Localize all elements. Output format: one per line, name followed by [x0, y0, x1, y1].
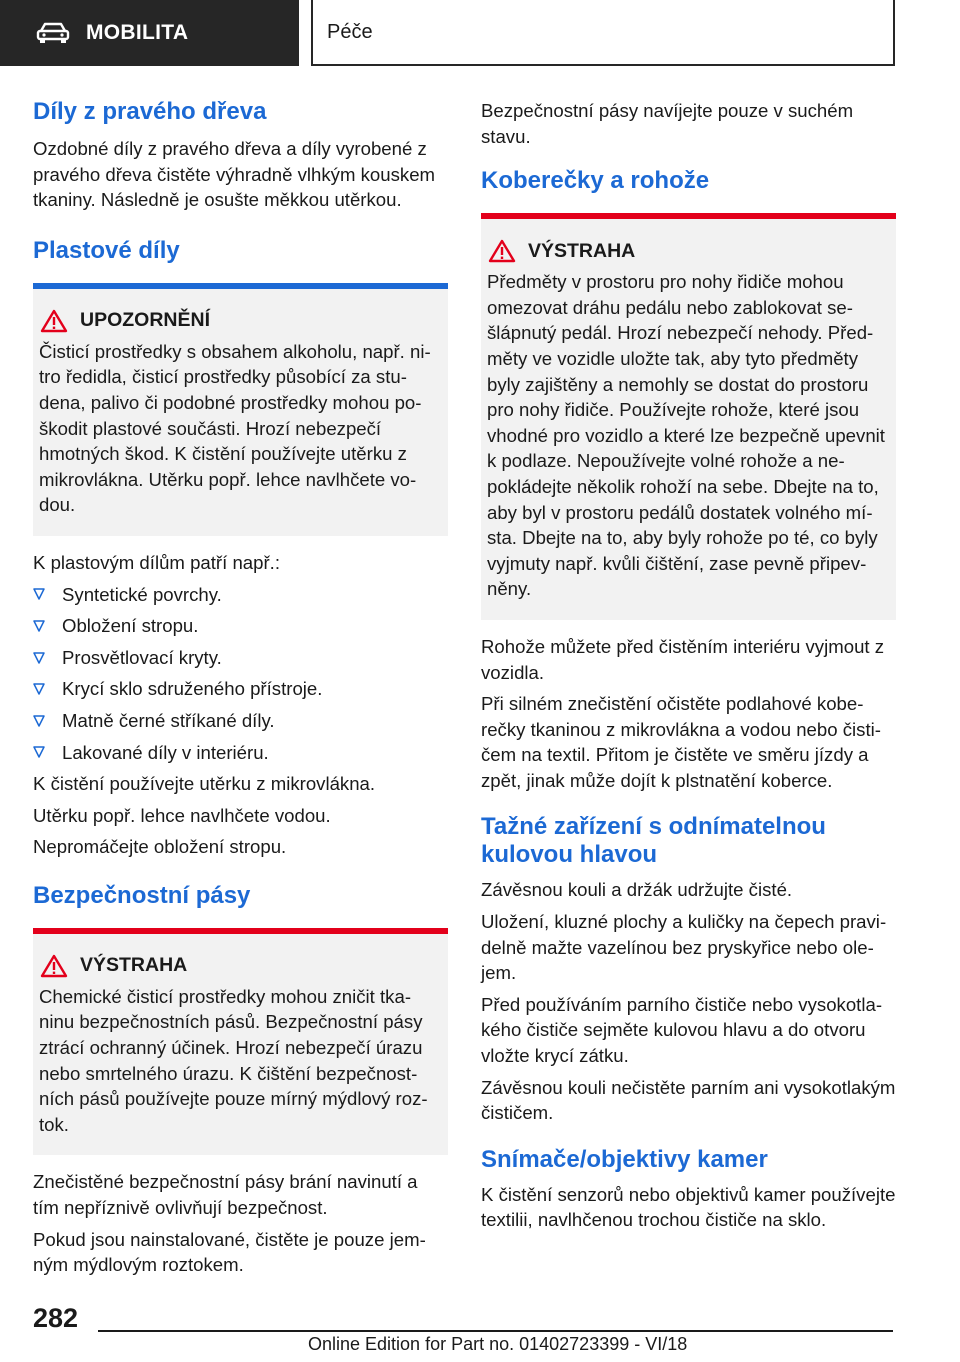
paragraph: Před používáním parního čističe nebo vysokotlakého čističe sejměte kulovou hlavu a do otvoru vložte krycí zátku. [481, 993, 883, 1067]
paragraph: Znečistěné bezpečnostní pásy brání navinutí a tím nepříznivě ovlivňují bezpečnost. [33, 1171, 418, 1219]
list-item: Lakované díly v interiéru. [33, 740, 448, 766]
paragraph: Ozdobné díly z pravého dřeva a díly vyrobené z pravého dřeva čistěte výhradně vlhkým kouskem tkaniny. Následně je osušte měkkou utěrkou. [33, 138, 436, 211]
warning-body: Chemické čisticí prostředky mohou zničit tkaninu bezpečnostních pásů. Bezpečnostní pásy ztrácí ochranný účinek. Hrozí nebezpečí úrazu nebo smrtelného úrazu. K čištění bezpečnostních pásů používejte pouze mírný mýdlový roztok. [39, 985, 428, 1135]
bullet-triangle-icon [33, 620, 45, 632]
tab-mobilita-label: MOBILITA [86, 21, 189, 44]
paragraph: K čistění používejte utěrku z mikrovlákna. [33, 773, 376, 795]
paragraph: Rohože můžete před čistěním interiéru vyjmout z vozidla. [481, 635, 885, 683]
paragraph: Závěsnou kouli nečistěte parním ani vysokotlakým čističem. [481, 1076, 896, 1124]
caution-body: Čisticí prostředky s obsahem alkoholu, např. nitro ředidla, čisticí prostředky působící za studena, palivo či podobné prostředky mohou poškodit plastové součásti. Hrozí nebezpečí hmotných škod. K čistění používejte utěrku z mikrovlákna. Utěrku popř. lehce navlhčete vodou. [39, 340, 431, 516]
heading-camera-sensors: Snímače/objektivy kamer [481, 1145, 768, 1173]
page-number: 282 [33, 1303, 79, 1333]
heading-floor-mats: Koberečky a rohože [481, 167, 710, 195]
page-header [0, 0, 960, 66]
bullet-triangle-icon [33, 652, 45, 664]
tab-pece-label: Péče [327, 20, 373, 43]
paragraph: Bezpečnostní pásy navíjejte pouze v suchém stavu. [481, 100, 854, 147]
list-item: Prosvětlovací kryty. [33, 645, 448, 671]
paragraph: K plastovým dílům patří např.: [33, 551, 280, 573]
footer-divider [98, 1330, 893, 1332]
list-item: Matně černé stříkané díly. [33, 708, 448, 734]
bullet-triangle-icon [33, 746, 45, 758]
warning-box [33, 928, 448, 1156]
heading-seat-belts: Bezpečnostní pásy [33, 881, 251, 909]
list-item: Syntetické povrchy. [33, 582, 448, 608]
caution-title [39, 309, 438, 333]
caution-box [33, 283, 448, 536]
paragraph: Pokud jsou nainstalované, čistěte je pouze jemným mýdlovým roztokem. [33, 1228, 426, 1276]
plastic-parts-list [33, 582, 448, 766]
list-item: Obložení stropu. [33, 613, 448, 639]
car-icon [36, 22, 70, 44]
left-column [33, 98, 448, 1284]
warning-title [39, 954, 438, 978]
warning-triangle-icon [40, 954, 68, 978]
list-item: Krycí sklo sdruženého přístroje. [33, 676, 448, 702]
paragraph: Závěsnou kouli a držák udržujte čisté. [481, 879, 793, 901]
paragraph: Nepromáčejte obložení stropu. [33, 836, 287, 858]
warning-title-text: VÝSTRAHA [80, 954, 188, 977]
warning-box [481, 213, 896, 620]
bullet-triangle-icon [33, 715, 45, 727]
paragraph: K čistění senzorů nebo objektivů kamer používejte textilii, navlhčenou trochou čističe na sklo. [481, 1183, 896, 1231]
paragraph: Při silném znečistění očistěte podlahové koberečky tkaninou z mikrovlákna a vodou nebo čističem na textil. Přitom je čistěte ve směru jízdy a zpět, jinak může dojít k plstnatění koberce. [481, 693, 881, 791]
heading-wood-parts: Díly z pravého dřeva [33, 98, 267, 125]
tab-pece[interactable] [311, 0, 895, 66]
warning-title [487, 239, 886, 263]
warning-triangle-icon [40, 309, 68, 333]
paragraph: Utěrku popř. lehce navlhčete vodou. [33, 804, 331, 826]
heading-towing-hitch: Tažné zařízení s odnímatelnou kulovou hlavou [481, 813, 826, 869]
bullet-triangle-icon [33, 683, 45, 695]
caution-title-text: UPOZORNĚNÍ [80, 309, 211, 332]
right-column [481, 98, 896, 1239]
warning-body: Předměty v prostoru pro nohy řidiče mohou omezovat dráhu pedálu nebo zablokovat sešlápnutý pedál. Hrozí nebezpečí nehody. Předměty ve vozidle uložte tak, aby tyto předměty byly zajištěny a nemohly se dostat do prostoru pro nohy řidiče. Používejte rohože, které jsou vhodné pro vozidlo a které lze bezpečně upevnit k podlaze. Nepoužívejte volné rohože a nepokládejte několik rohoží na sebe. Dbejte na to, aby byl v prostoru pedálů dostatek volného místa. Dbejte na to, aby byly rohože po té, co byly vyjmuty např. kvůli čištění, zase pevně připevněny. [487, 271, 885, 600]
tab-mobilita[interactable] [0, 0, 299, 66]
heading-plastic-parts: Plastové díly [33, 236, 180, 264]
bullet-triangle-icon [33, 588, 45, 600]
warning-triangle-icon [488, 239, 516, 263]
warning-title-text: VÝSTRAHA [528, 239, 636, 262]
footer-edition: Online Edition for Part no. 01402723399 - VI/18 [308, 1334, 688, 1354]
paragraph: Uložení, kluzné plochy a kuličky na čepech pravidelně mažte vazelínou bez pryskyřice nebo olejem. [481, 911, 887, 984]
